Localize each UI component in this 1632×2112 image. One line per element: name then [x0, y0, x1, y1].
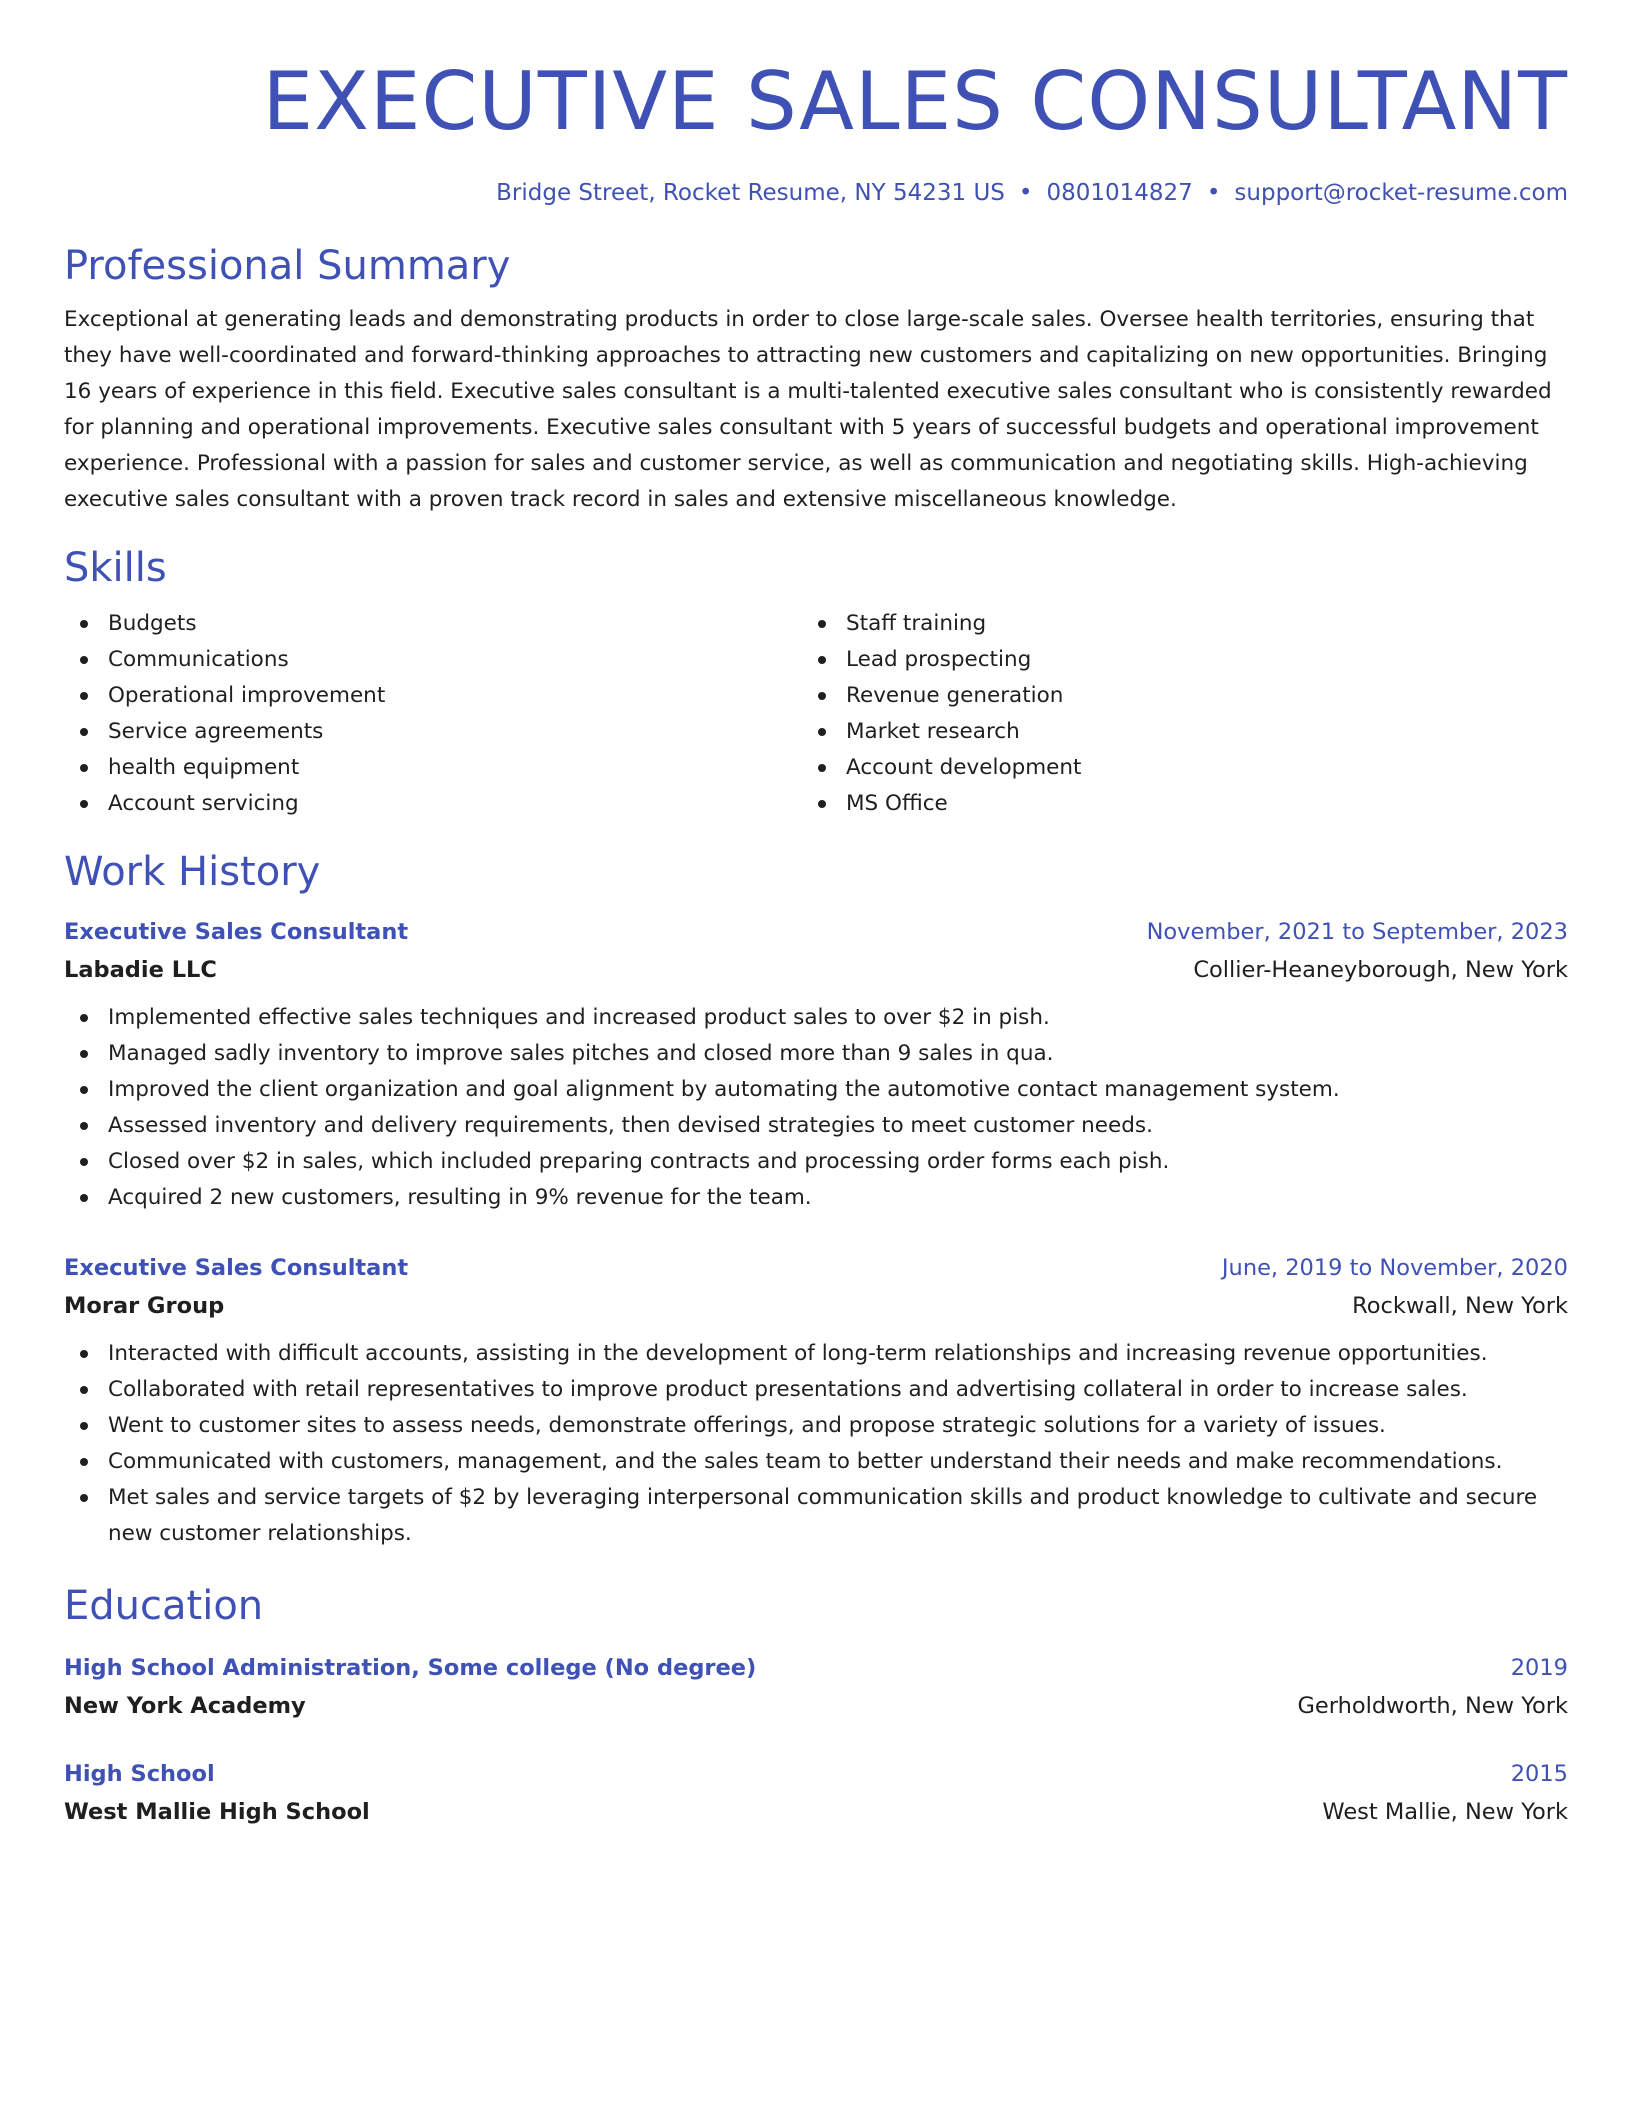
work-entry — [64, 1250, 1568, 1552]
contact-separator: • — [1206, 180, 1221, 206]
job-bullet: Improved the client organization and goal alignment by automating the automotive contact management system. — [64, 1072, 1568, 1108]
job-dates: June, 2019 to November, 2020 — [1221, 1255, 1568, 1281]
job-bullet: Communicated with customers, management, and the sales team to better understand their needs and make recommendations. — [64, 1444, 1568, 1480]
skill-item: Operational improvement — [64, 678, 802, 714]
degree-title: High School — [64, 1761, 215, 1787]
job-bullet: Interacted with difficult accounts, assisting in the development of long-term relationships and increasing revenue opportunities. — [64, 1336, 1568, 1372]
education-entry — [64, 1650, 1568, 1726]
skill-item: Service agreements — [64, 714, 802, 750]
school-name: New York Academy — [64, 1693, 306, 1719]
job-title: Executive Sales Consultant — [64, 1255, 409, 1281]
job-bullet: Managed sadly inventory to improve sales pitches and closed more than 9 sales in qua. — [64, 1036, 1568, 1072]
job-dates: November, 2021 to September, 2023 — [1146, 919, 1568, 945]
degree-title: High School Administration, Some college (No degree) — [64, 1655, 757, 1681]
skills-column-left — [64, 606, 802, 822]
job-location: Rockwall, New York — [1352, 1293, 1568, 1319]
skill-item: health equipment — [64, 750, 802, 786]
job-bullet: Closed over $2 in sales, which included preparing contracts and processing order forms each pish. — [64, 1144, 1568, 1180]
contact-line — [64, 178, 1568, 208]
skill-item: Communications — [64, 642, 802, 678]
school-location: Gerholdworth, New York — [1297, 1693, 1568, 1719]
job-location: Collier-Heaneyborough, New York — [1193, 957, 1568, 983]
company-name: Labadie LLC — [64, 957, 217, 983]
contact-address: Bridge Street, Rocket Resume, NY 54231 US — [496, 180, 1005, 206]
graduation-year: 2019 — [1510, 1655, 1568, 1681]
contact-separator: • — [1018, 180, 1033, 206]
skill-item: Lead prospecting — [802, 642, 1540, 678]
resume-name: EXECUTIVE SALES CONSULTANT — [262, 55, 1568, 148]
summary-heading: Professional Summary — [64, 243, 511, 289]
summary-text: Exceptional at generating leads and demonstrating products in order to close large-scale sales. Oversee health territories, ensuring that they have well-coordinated and forward-thinking approaches to attracting new customers and capitalizing on new opportunities. Bringing 16 years of experience in this field. Executive sales consultant is a multi-talented executive sales consultant who is consistently rewarded for planning and operational improvements. Executive sales consultant with 5 years of successful budgets and operational improvement experience. Professional with a passion for sales and customer service, as well as communication and negotiating skills. High-achieving executive sales consultant with a proven track record in sales and extensive miscellaneous knowledge. — [64, 307, 1552, 512]
contact-email[interactable]: support@rocket-resume.com — [1234, 180, 1568, 206]
job-bullet: Acquired 2 new customers, resulting in 9% revenue for the team. — [64, 1180, 1568, 1216]
skills-column-right — [802, 606, 1540, 822]
school-name: West Mallie High School — [64, 1799, 370, 1825]
skill-item: Account development — [802, 750, 1540, 786]
job-bullet: Implemented effective sales techniques and increased product sales to over $2 in pish. — [64, 1000, 1568, 1036]
education-heading: Education — [64, 1583, 264, 1629]
skills-list — [64, 606, 1568, 822]
job-bullet: Collaborated with retail representatives to improve product presentations and advertising collateral in order to increase sales. — [64, 1372, 1568, 1408]
job-bullets — [64, 1000, 1568, 1216]
job-bullet: Went to customer sites to assess needs, demonstrate offerings, and propose strategic solutions for a variety of issues. — [64, 1408, 1568, 1444]
work-history-heading: Work History — [64, 849, 321, 895]
skill-item: Revenue generation — [802, 678, 1540, 714]
skill-item: MS Office — [802, 786, 1540, 822]
skill-item: Staff training — [802, 606, 1540, 642]
company-name: Morar Group — [64, 1293, 225, 1319]
skill-item: Budgets — [64, 606, 802, 642]
job-bullets — [64, 1336, 1568, 1552]
skill-item: Account servicing — [64, 786, 802, 822]
skills-heading: Skills — [64, 545, 167, 591]
contact-phone: 0801014827 — [1046, 180, 1193, 206]
job-bullet: Assessed inventory and delivery requirements, then devised strategies to meet customer needs. — [64, 1108, 1568, 1144]
education-entry — [64, 1756, 1568, 1832]
job-bullet: Met sales and service targets of $2 by leveraging interpersonal communication skills and product knowledge to cultivate and secure new customer relationships. — [64, 1480, 1568, 1552]
school-location: West Mallie, New York — [1322, 1799, 1568, 1825]
job-title: Executive Sales Consultant — [64, 919, 409, 945]
skill-item: Market research — [802, 714, 1540, 750]
graduation-year: 2015 — [1510, 1761, 1568, 1787]
work-entry — [64, 914, 1568, 1216]
